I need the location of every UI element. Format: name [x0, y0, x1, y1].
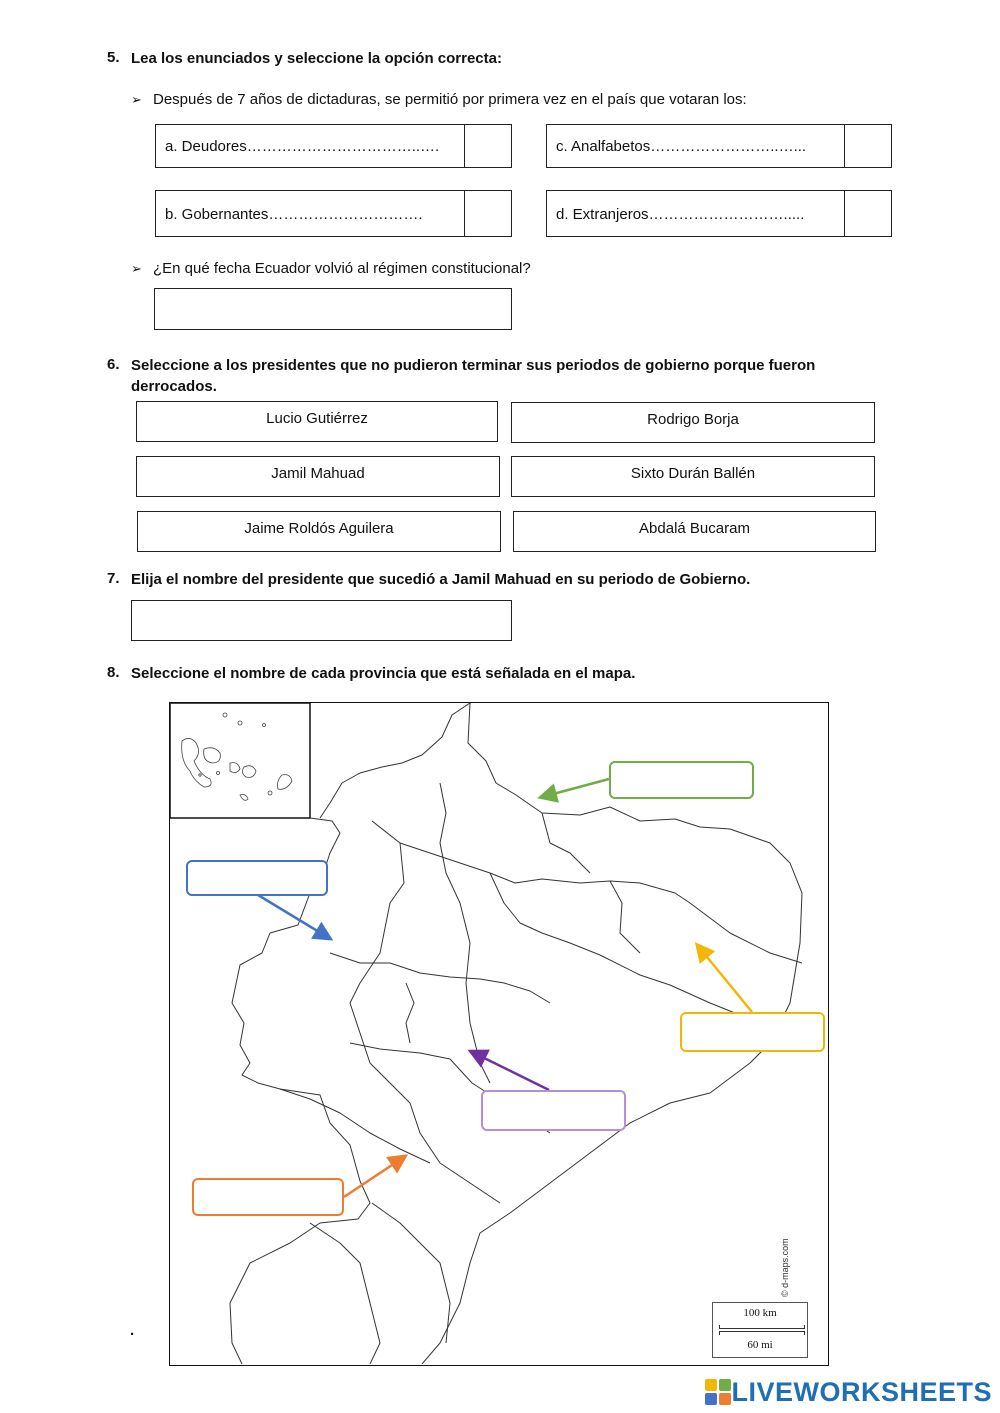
option-d-label: d. Extranjeros………………………..... [556, 206, 805, 223]
q5-title: Lea los enunciados y seleccione la opción correcta: [131, 50, 502, 67]
province-label-yellow[interactable] [680, 1012, 825, 1052]
province-label-green[interactable] [609, 761, 754, 799]
map-credit: © d-maps.com [780, 1238, 790, 1297]
president-label: Abdalá Bucaram [639, 520, 750, 537]
province-label-orange[interactable] [192, 1178, 344, 1216]
arrow-green [542, 779, 609, 797]
president-label: Jaime Roldós Aguilera [244, 520, 394, 537]
q7-number: 7. [107, 570, 120, 587]
president-label: Sixto Durán Ballén [630, 465, 756, 482]
liveworksheets-icon [705, 1379, 731, 1405]
president-label: Jamil Mahuad [271, 465, 365, 482]
q6-title-line2: derrocados. [131, 378, 217, 395]
q7-title: Elija el nombre del presidente que sucedió a Jamil Mahuad en su periodo de Gobierno. [131, 571, 751, 588]
q6-title-line1: Seleccione a los presidentes que no pudieron terminar sus periodos de gobierno porque fueron [131, 357, 816, 374]
option-c-label: c. Analfabetos……………………..…... [556, 138, 807, 155]
arrow-blue [258, 895, 329, 938]
stray-dot: . [130, 1322, 135, 1339]
arrow-yellow [698, 946, 752, 1012]
q5-statement-2-text: ¿En qué fecha Ecuador volvió al régimen constitucional? [153, 260, 531, 277]
scale-mi-label: 60 mi [747, 1339, 773, 1351]
president-label: Rodrigo Borja [647, 411, 739, 428]
liveworksheets-brand: LIVEWORKSHEETS [731, 1376, 992, 1407]
q5-number: 5. [107, 49, 120, 66]
province-label-blue[interactable] [186, 860, 328, 896]
arrow-purple [472, 1052, 549, 1090]
option-b-label: b. Gobernantes…………………………. [165, 206, 423, 223]
scale-km-label: 100 km [743, 1307, 777, 1319]
option-a-label: a. Deudores……………………………..…. [165, 138, 440, 155]
arrow-orange [344, 1157, 404, 1197]
arrow-bullet-icon: ➢ [131, 261, 142, 276]
president-label: Lucio Gutiérrez [266, 410, 368, 427]
q6-number: 6. [107, 356, 120, 373]
q8-title: Seleccione el nombre de cada provincia que está señalada en el mapa. [131, 665, 636, 682]
arrow-bullet-icon: ➢ [131, 92, 142, 107]
q5-statement-1-text: Después de 7 años de dictaduras, se permitió por primera vez en el país que votaran los: [153, 91, 747, 108]
q8-number: 8. [107, 664, 120, 681]
province-label-purple[interactable] [481, 1090, 626, 1131]
liveworksheets-logo [705, 1375, 992, 1409]
